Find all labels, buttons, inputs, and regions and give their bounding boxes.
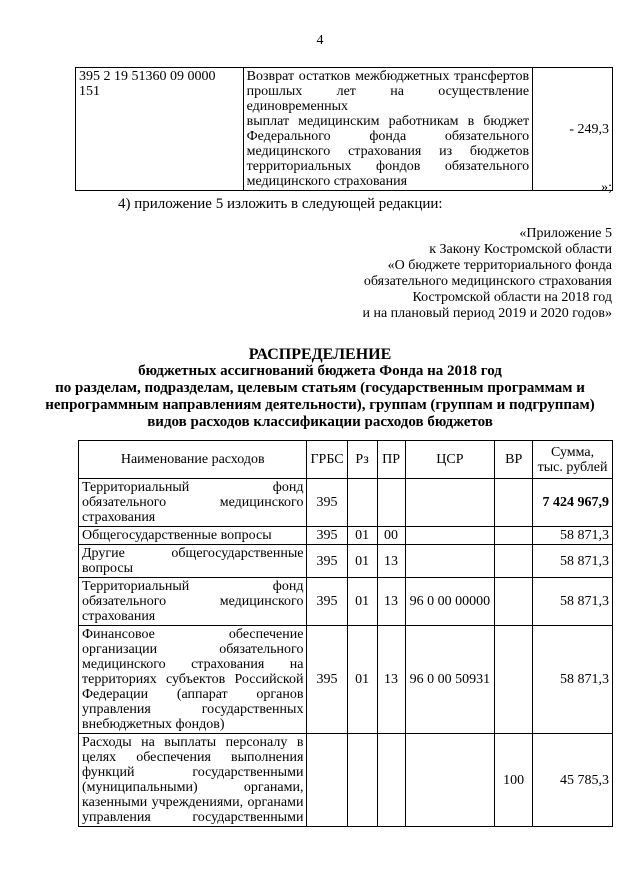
title-main: РАСПРЕДЕЛЕНИЕ: [248, 346, 392, 363]
row-name-line: Расходы на выплаты персоналу в: [82, 735, 304, 750]
row-rz: 01: [347, 527, 377, 545]
title-line: непрограммным направлениям деятельности), группам (группам и подгруппам): [45, 397, 595, 413]
header-csr: ЦСР: [405, 441, 495, 479]
row-name-line: Территориальный фонд: [82, 480, 304, 495]
table-row: [79, 479, 613, 527]
row-csr: [405, 527, 495, 545]
row-rz: [347, 734, 377, 827]
description-line: прошлых лет на осуществление единовременных: [246, 84, 530, 114]
row-name-line: Территориальный фонд: [82, 579, 304, 594]
row-rz: 01: [347, 545, 377, 578]
description-line: медицинского страхования: [246, 174, 408, 189]
top-table: [75, 67, 613, 191]
row-vr: [495, 479, 533, 527]
row-name-line: функций государственными: [82, 765, 304, 780]
row-sum: 45 785,3: [533, 734, 613, 827]
row-csr: [405, 734, 495, 827]
header-name: Наименование расходов: [79, 441, 307, 479]
row-pr: 00: [377, 527, 405, 545]
row-rz: [347, 479, 377, 527]
row-name-line: казенными учреждениями, органами: [82, 795, 304, 810]
document-title: [0, 346, 640, 431]
appendix-line: «О бюджете территориального фонда: [387, 258, 612, 273]
table-row: [79, 545, 613, 578]
row-name-line: Другие общегосударственные: [82, 546, 304, 561]
table-row: [79, 527, 613, 545]
header-vr: ВР: [495, 441, 533, 479]
table-row: [79, 626, 613, 734]
description-cell: [243, 68, 532, 191]
title-line: бюджетных ассигнований бюджета Фонда на 2018 год: [138, 363, 502, 379]
allocation-table: [78, 440, 613, 827]
row-csr: [405, 545, 495, 578]
table-row: [76, 68, 613, 191]
row-grbs: 395: [307, 527, 347, 545]
title-line: по разделам, подразделам, целевым статьям (государственным программам и: [55, 380, 585, 396]
row-name: [79, 578, 307, 626]
row-name: [79, 479, 307, 527]
row-name-line: (муниципальными) органами,: [82, 780, 304, 795]
row-grbs: 395: [307, 545, 347, 578]
amount-cell: - 249,3: [533, 68, 613, 191]
row-pr: 13: [377, 545, 405, 578]
header-grbs: ГРБС: [307, 441, 347, 479]
row-sum: 58 871,3: [533, 527, 613, 545]
row-sum: 58 871,3: [533, 626, 613, 734]
table-row: [79, 578, 613, 626]
row-name-line: территориях субъектов Российской: [82, 672, 304, 687]
row-sum: 58 871,3: [533, 578, 613, 626]
row-vr: [495, 626, 533, 734]
row-vr: [495, 545, 533, 578]
header-sum-line: Сумма,: [550, 444, 595, 460]
row-name-line: управления государственными: [82, 810, 304, 825]
header-sum-line: тыс. рублей: [537, 459, 608, 475]
row-name-line: медицинского страхования на: [82, 657, 304, 672]
row-csr: 96 0 00 00000: [405, 578, 495, 626]
row-csr: 96 0 00 50931: [405, 626, 495, 734]
page-number: 4: [316, 33, 324, 48]
row-rz: 01: [347, 578, 377, 626]
description-line: территориальных фондов обязательного: [246, 159, 530, 174]
row-csr: [405, 479, 495, 527]
row-name-line: управления государственных: [82, 702, 304, 717]
row-name-line: организации обязательного: [82, 642, 304, 657]
row-name-line: Общегосударственные вопросы: [82, 528, 272, 543]
row-vr: 100: [495, 734, 533, 827]
row-name-line: вопросы: [82, 561, 133, 576]
row-grbs: [307, 734, 347, 827]
row-name: [79, 527, 307, 545]
row-grbs: 395: [307, 578, 347, 626]
row-name-line: Федерации (аппарат органов: [82, 687, 304, 702]
row-name-line: обязательного медицинского: [82, 495, 304, 510]
appendix-line: к Закону Костромской области: [429, 242, 612, 257]
description-line: медицинского страхования из бюджетов: [246, 144, 530, 159]
row-name: [79, 626, 307, 734]
row-name: [79, 734, 307, 827]
row-name-line: страхования: [82, 510, 156, 525]
closing-quote-mark: »;: [601, 180, 612, 195]
table-row: [79, 734, 613, 827]
row-rz: 01: [347, 626, 377, 734]
row-sum: 7 424 967,9: [533, 479, 613, 527]
row-pr: [377, 479, 405, 527]
row-vr: [495, 527, 533, 545]
header-pr: ПР: [377, 441, 405, 479]
description-line: Федерального фонда обязательного: [246, 129, 530, 144]
row-name: [79, 545, 307, 578]
appendix-line: и на плановый период 2019 и 2020 годов»: [362, 306, 612, 321]
row-grbs: 395: [307, 479, 347, 527]
header-rz: Рз: [347, 441, 377, 479]
row-pr: 13: [377, 626, 405, 734]
amendment-instruction: 4) приложение 5 изложить в следующей редакции:: [118, 196, 443, 212]
appendix-line: обязательного медицинского страхования: [363, 274, 612, 289]
row-name-line: обязательного медицинского: [82, 594, 304, 609]
row-grbs: 395: [307, 626, 347, 734]
row-pr: 13: [377, 578, 405, 626]
row-name-line: внебюджетных фондов): [82, 717, 225, 732]
header-sum: [533, 441, 613, 479]
row-name-line: целях обеспечения выполнения: [82, 750, 304, 765]
row-name-line: страхования: [82, 609, 156, 624]
table-header-row: [79, 441, 613, 479]
row-name-line: Финансовое обеспечение: [82, 627, 304, 642]
title-line: видов расходов классификации расходов бюджетов: [147, 414, 493, 430]
description-line: выплат медицинским работникам в бюджет: [246, 114, 530, 129]
description-line: Возврат остатков межбюджетных трансфертов: [246, 69, 530, 84]
row-sum: 58 871,3: [533, 545, 613, 578]
row-vr: [495, 578, 533, 626]
budget-code-cell: 395 2 19 51360 09 0000 151: [76, 68, 244, 191]
appendix-header: [362, 226, 612, 322]
appendix-line: Костромской области на 2018 год: [412, 290, 612, 305]
row-pr: [377, 734, 405, 827]
appendix-line: «Приложение 5: [519, 226, 612, 241]
